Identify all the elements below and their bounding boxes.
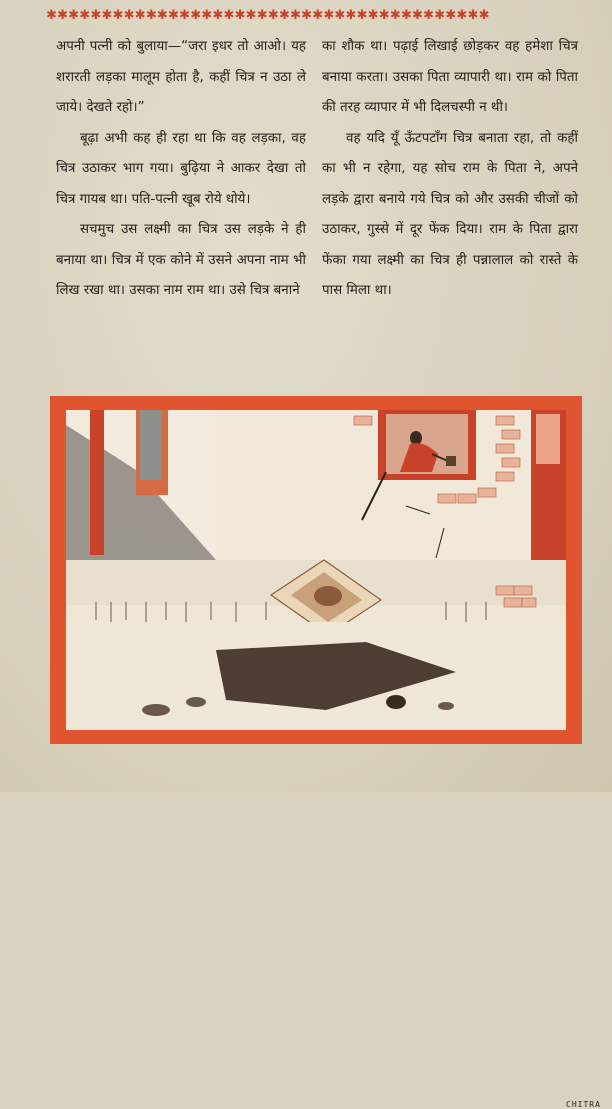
paragraph: अपनी पत्नी को बुलाया—“जरा इधर तो आओ। यह शरारती लड़का मालूम होता है, कहीं चित्र न उठा ले जाये। देखते रहो।” (56, 39, 306, 115)
decorative-border (46, 8, 574, 22)
window-opening (140, 410, 162, 480)
small-animal (386, 695, 406, 709)
border-motif: ✱✱✱✱✱✱✱✱✱✱✱✱✱✱✱✱✱✱✱✱✱✱✱✱✱✱✱✱✱✱✱✱✱✱✱✱✱✱✱✱ (46, 8, 490, 22)
right-window (536, 414, 560, 464)
painting-figure (314, 586, 342, 606)
door-frame (90, 410, 104, 555)
paragraph: वह यदि यूँ ऊँटपटाँग चित्र बनाता रहा, तो कहीं का भी न रहेगा, यह सोच राम के पिता ने, अपने लड़के द्वारा बनाये गये चित्र को और उसकी चीजों को उठाकर, गुस्से में दूर फेंक दिया। राम के पिता द्वारा फेंका गया लक्ष्मी का चित्र ही पन्नालाल को रास्ते के पास मिला था। (322, 130, 578, 298)
text-column-left (56, 32, 306, 307)
paragraph: का शौक था। पढ़ाई लिखाई छोड़कर वह हमेशा चित्र बनाया करता। उसका पिता व्यापारी था। राम को पिता की तरह व्यापार में भी दिलचस्पी न थी। (322, 39, 578, 115)
window-object (446, 456, 456, 466)
figure-head (410, 431, 422, 445)
illustration-scene (66, 410, 566, 730)
artist-signature: CHITRA (566, 1100, 601, 1109)
story-illustration (50, 396, 601, 1109)
central-wall (216, 410, 531, 560)
text-column-right (322, 32, 578, 307)
paragraph: बूढ़ा अभी कह ही रहा था कि वह लड़का, वह चित्र उठाकर भाग गया। बुढ़िया ने आकर देखा तो चित्र गायब था। पति-पत्नी खूब रोये धोये। (56, 130, 306, 207)
paragraph: सचमुच उस लक्ष्मी का चित्र उस लड़के ने ही बनाया था। चित्र में एक कोने में उसने अपना नाम भी लिख रखा था। उसका नाम राम था। उसे चित्र बनाने (56, 222, 306, 298)
